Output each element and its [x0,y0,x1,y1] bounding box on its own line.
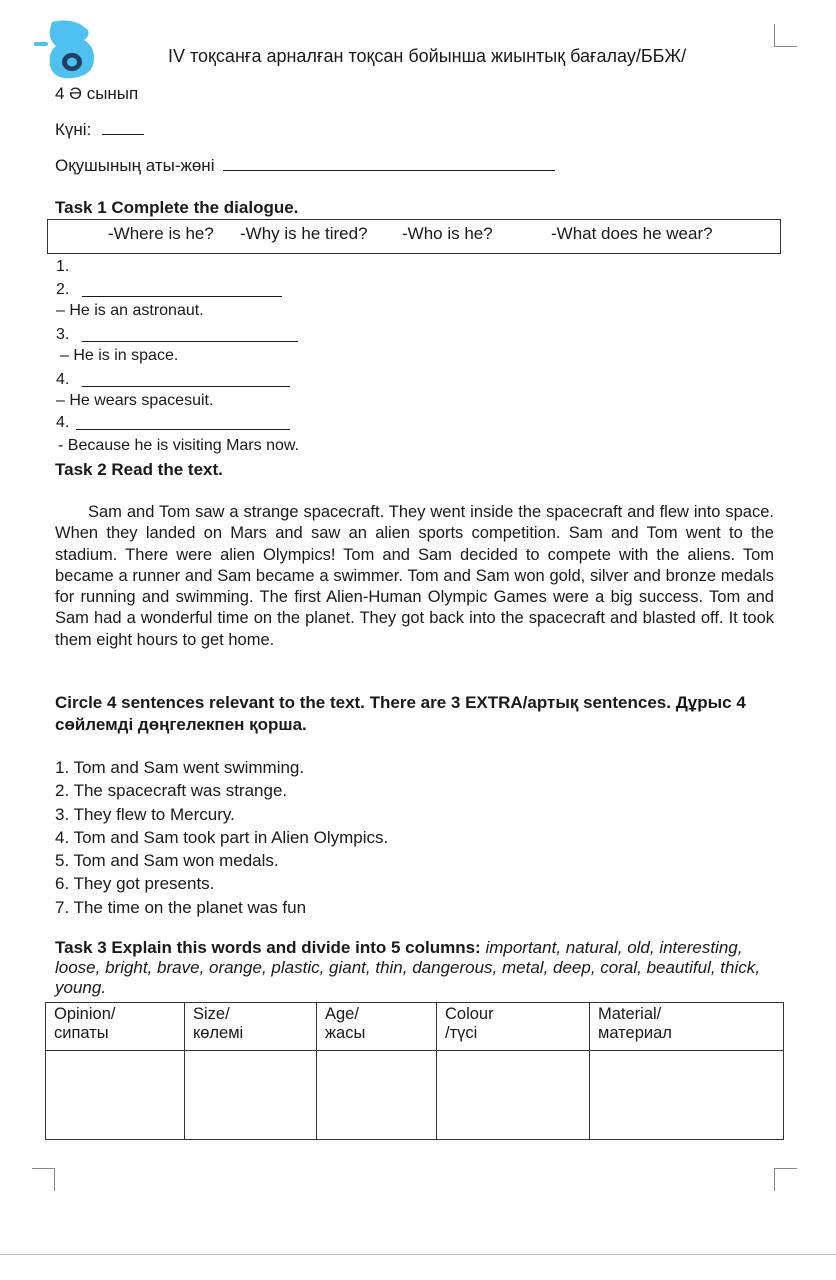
dialogue-reply: – He wears spacesuit. [56,392,214,409]
dialogue-number: 4. [56,371,70,388]
corner-mark-bottom-right [774,1168,797,1191]
task3-word-list: important, natural, old, interesting, loose, bright, brave, orange, plastic, giant, thin, dangerous, metal, deep, coral, beautiful, thick, young. [55,938,760,997]
task2-instruction: Circle 4 sentences relevant to the text. There are 3 EXTRA/артық sentences. Дұрыс 4 сөйлемді дөңгелекпен қорша. [55,693,746,734]
dialogue-answer-line[interactable] [82,372,290,387]
dialogue-answer-line[interactable] [82,282,282,297]
task2-story-text: Sam and Tom saw a strange spacecraft. They went inside the spacecraft and flew into space. When they landed on Mars and saw an alien sports competition. Sam and Tom went to the stadium. There were alien Olympics! Tom and Sam decided to compete with the aliens. Tom became a runner and Sam became a swimmer. Tom and Sam won gold, silver and bronze medals for running and swimming. The first Alien-Human Olympic Games were a big success. Tom and Sam had a wonderful time on the planet. They got back into the spacecraft and blasted off. It took them eight hours to get home. [55,503,774,649]
dialogue-reply: – He is in space. [60,347,179,364]
list-item[interactable]: 1. Tom and Sam went swimming. [55,758,305,777]
corner-mark-top-right [774,24,797,47]
column-header-material: Material/ материал [590,1003,784,1051]
name-row [55,156,555,176]
name-label: Оқушының аты-жөні [55,156,215,175]
task1-option: -Where is he? [108,224,214,243]
dialogue-number: 1. [56,258,70,275]
table-header-row [46,1003,784,1051]
dialogue-number: 3. [56,326,70,343]
dialogue-answer-line[interactable] [82,327,298,342]
answer-cell-opinion[interactable] [46,1051,185,1140]
list-item[interactable]: 5. Tom and Sam won medals. [55,851,279,871]
task1-word-box [47,219,781,254]
worksheet-title: IV тоқсанға арналған тоқсан бойынша жиынтық бағалау/ББЖ/ [168,46,687,66]
task1-option: -Who is he? [402,224,493,243]
column-header-colour: Colour /түсі [437,1003,590,1051]
dialogue-number: 2. [56,281,70,298]
task1-option: -What does he wear? [551,224,713,243]
task2-title: Task 2 Read the text. [55,460,223,479]
answer-cell-colour[interactable] [437,1051,590,1140]
dialogue-reply: - Because he is visiting Mars now. [58,437,299,454]
date-label: Күні: [55,120,92,139]
page-bottom-divider [0,1254,836,1255]
dialogue-reply: – He is an astronaut. [56,302,204,319]
list-item[interactable]: 2. The spacecraft was strange. [55,781,288,801]
list-item[interactable]: 4. Tom and Sam took part in Alien Olympics. [55,827,389,847]
list-item[interactable]: 3. They flew to Mercury. [55,804,235,824]
corner-mark-bottom-left [32,1168,55,1191]
name-input-line[interactable] [223,156,555,171]
dialogue-number: 4. [56,414,70,431]
dialogue-answer-line[interactable] [76,415,290,430]
table-row [46,1051,784,1140]
task3-title: Task 3 Explain this words and divide into 5 columns: [55,938,481,957]
task3-columns-table [45,1002,784,1140]
app-logo-icon [32,18,104,80]
column-header-age: Age/ жасы [317,1003,437,1051]
answer-cell-material[interactable] [590,1051,784,1140]
answer-cell-size[interactable] [185,1051,317,1140]
task1-title: Task 1 Complete the dialogue. [55,198,299,217]
task2-sentence-list [55,756,388,919]
list-item[interactable]: 6. They got presents. [55,874,215,894]
column-header-size: Size/ көлемі [185,1003,317,1051]
column-header-opinion: Opinion/ сипаты [46,1003,185,1051]
date-input-line[interactable] [102,120,144,135]
grade-label: 4 Ә сынып [55,84,139,103]
task1-option: -Why is he tired? [240,224,368,243]
list-item[interactable]: 7. The time on the planet was fun [55,897,307,917]
answer-cell-age[interactable] [317,1051,437,1140]
task3-instruction [55,938,785,998]
date-row [55,120,144,140]
